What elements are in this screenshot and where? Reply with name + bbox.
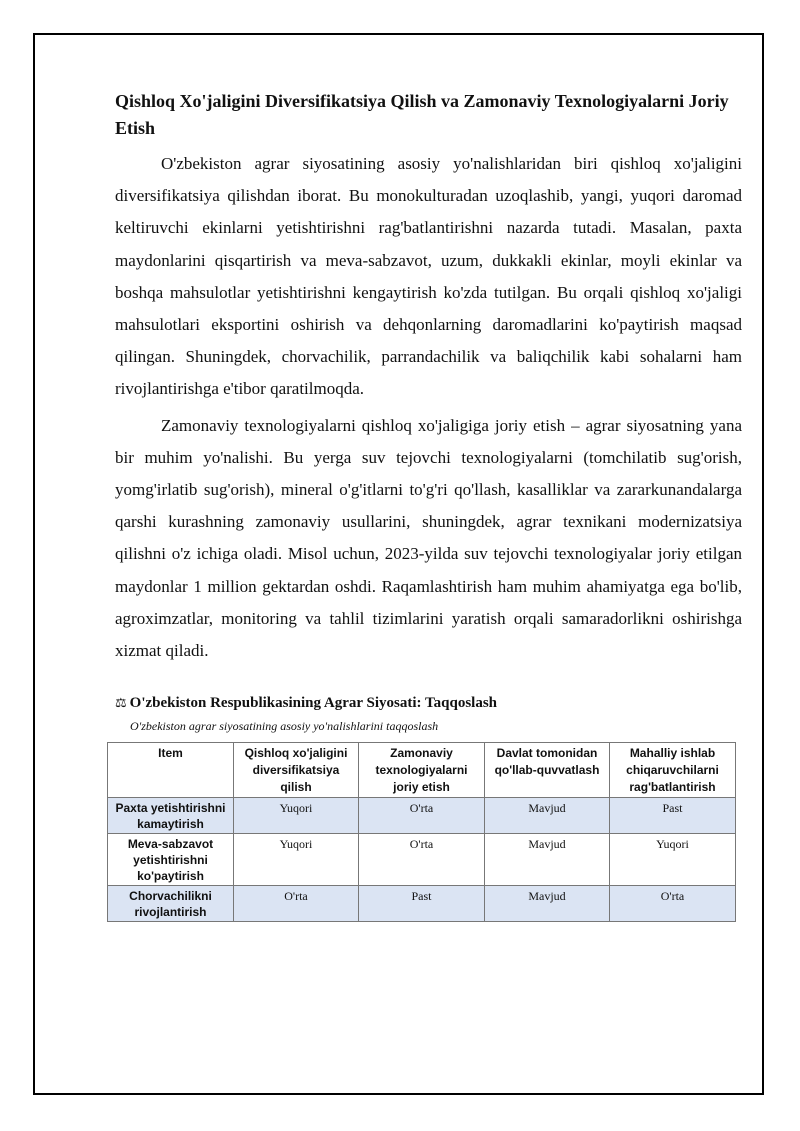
table-cell: Mavjud xyxy=(485,798,610,834)
table-cell: O'rta xyxy=(234,886,359,922)
table-cell: Yuqori xyxy=(610,834,736,886)
header-diversification: Qishloq xo'jaligini diversifikatsiya qilish xyxy=(234,743,359,798)
header-local-producers: Mahalliy ishlab chiqaruvchilarni rag'batlantirish xyxy=(610,743,736,798)
table-row xyxy=(108,798,736,834)
paragraph-technology: Zamonaviy texnologiyalarni qishloq xo'jaligiga joriy etish – agrar siyosatning yana bir muhim yo'nalishi. Bu yerga suv tejovchi texnologiyalarni (tomchilatib sug'orish, yomg'irlatib sug'orish), mineral o'g'itlarni to'g'ri qo'llash, kasalliklar va zararkunandalarga qarshi kurashning zamonaviy usullarini, shuningdek, agrar texnikani modernizatsiya qilishni o'z ichiga oladi. Misol uchun, 2023-yilda suv tejovchi texnologiyalar joriy etilgan maydonlar 1 million gektardan oshdi. Raqamlashtirish ham muhim ahamiyatga ega bo'lib, agroximzatlar, monitoring va tahlil tizimlarini yaratish orqali samaradorlikni oshirishga xizmat qiladi. xyxy=(115,415,742,661)
document-content xyxy=(115,88,742,922)
table-cell: Yuqori xyxy=(234,798,359,834)
table-heading xyxy=(115,693,742,714)
table-cell: Mavjud xyxy=(485,834,610,886)
table-cell: Yuqori xyxy=(234,834,359,886)
table-cell: O'rta xyxy=(359,834,485,886)
table-row xyxy=(108,834,736,886)
header-state-support: Davlat tomonidan qo'llab-quvvatlash xyxy=(485,743,610,798)
header-technology: Zamonaviy texnologiyalarni joriy etish xyxy=(359,743,485,798)
header-item: Item xyxy=(108,743,234,798)
comparison-table xyxy=(107,742,736,922)
table-cell: Past xyxy=(610,798,736,834)
row-label: Paxta yetishtirishni kamaytirish xyxy=(108,798,234,834)
table-cell: Mavjud xyxy=(485,886,610,922)
table-row xyxy=(108,886,736,922)
table-cell: O'rta xyxy=(359,798,485,834)
document-title: Qishloq Xo'jaligini Diversifikatsiya Qilish va Zamonaviy Texnologiyalarni Joriy Etish xyxy=(115,91,729,138)
row-label: Chorvachilikni rivojlantirish xyxy=(108,886,234,922)
table-header-row xyxy=(108,743,736,798)
paragraph-diversification: O'zbekiston agrar siyosatining asosiy yo'nalishlaridan biri qishloq xo'jaligini diversifikatsiya qilishdan iborat. Bu monokulturadan uzoqlashib, yangi, yuqori daromad keltiruvchi ekinlarni yetishtirishni rag'batlantirishni nazarda tutadi. Masalan, paxta maydonlarini qisqartirish va meva-sabzavot, uzum, dukkakli ekinlar, moyli ekinlar va boshqa mahsulotlar yetishtirishni kengaytirish ko'zda tutilgan. Bu orqali qishloq xo'jaligi mahsulotlari eksportini oshirish va dehqonlarning daromadlarini ko'paytirish maqsad qilingan. Shuningdek, chorvachilik, parrandachilik va baliqchilik kabi sohalarni ham rivojlantirishga e'tibor qaratilmoqda. xyxy=(115,154,742,399)
scales-icon: ⚖ xyxy=(115,696,127,712)
table-cell: O'rta xyxy=(610,886,736,922)
table-heading-text: O'zbekiston Respublikasining Agrar Siyosati: Taqqoslash xyxy=(129,695,498,712)
table-cell: Past xyxy=(359,886,485,922)
table-caption: O'zbekiston agrar siyosatining asosiy yo'nalishlarini taqqoslash xyxy=(130,719,439,734)
row-label: Meva-sabzavot yetishtirishni ko'paytirish xyxy=(108,834,234,886)
